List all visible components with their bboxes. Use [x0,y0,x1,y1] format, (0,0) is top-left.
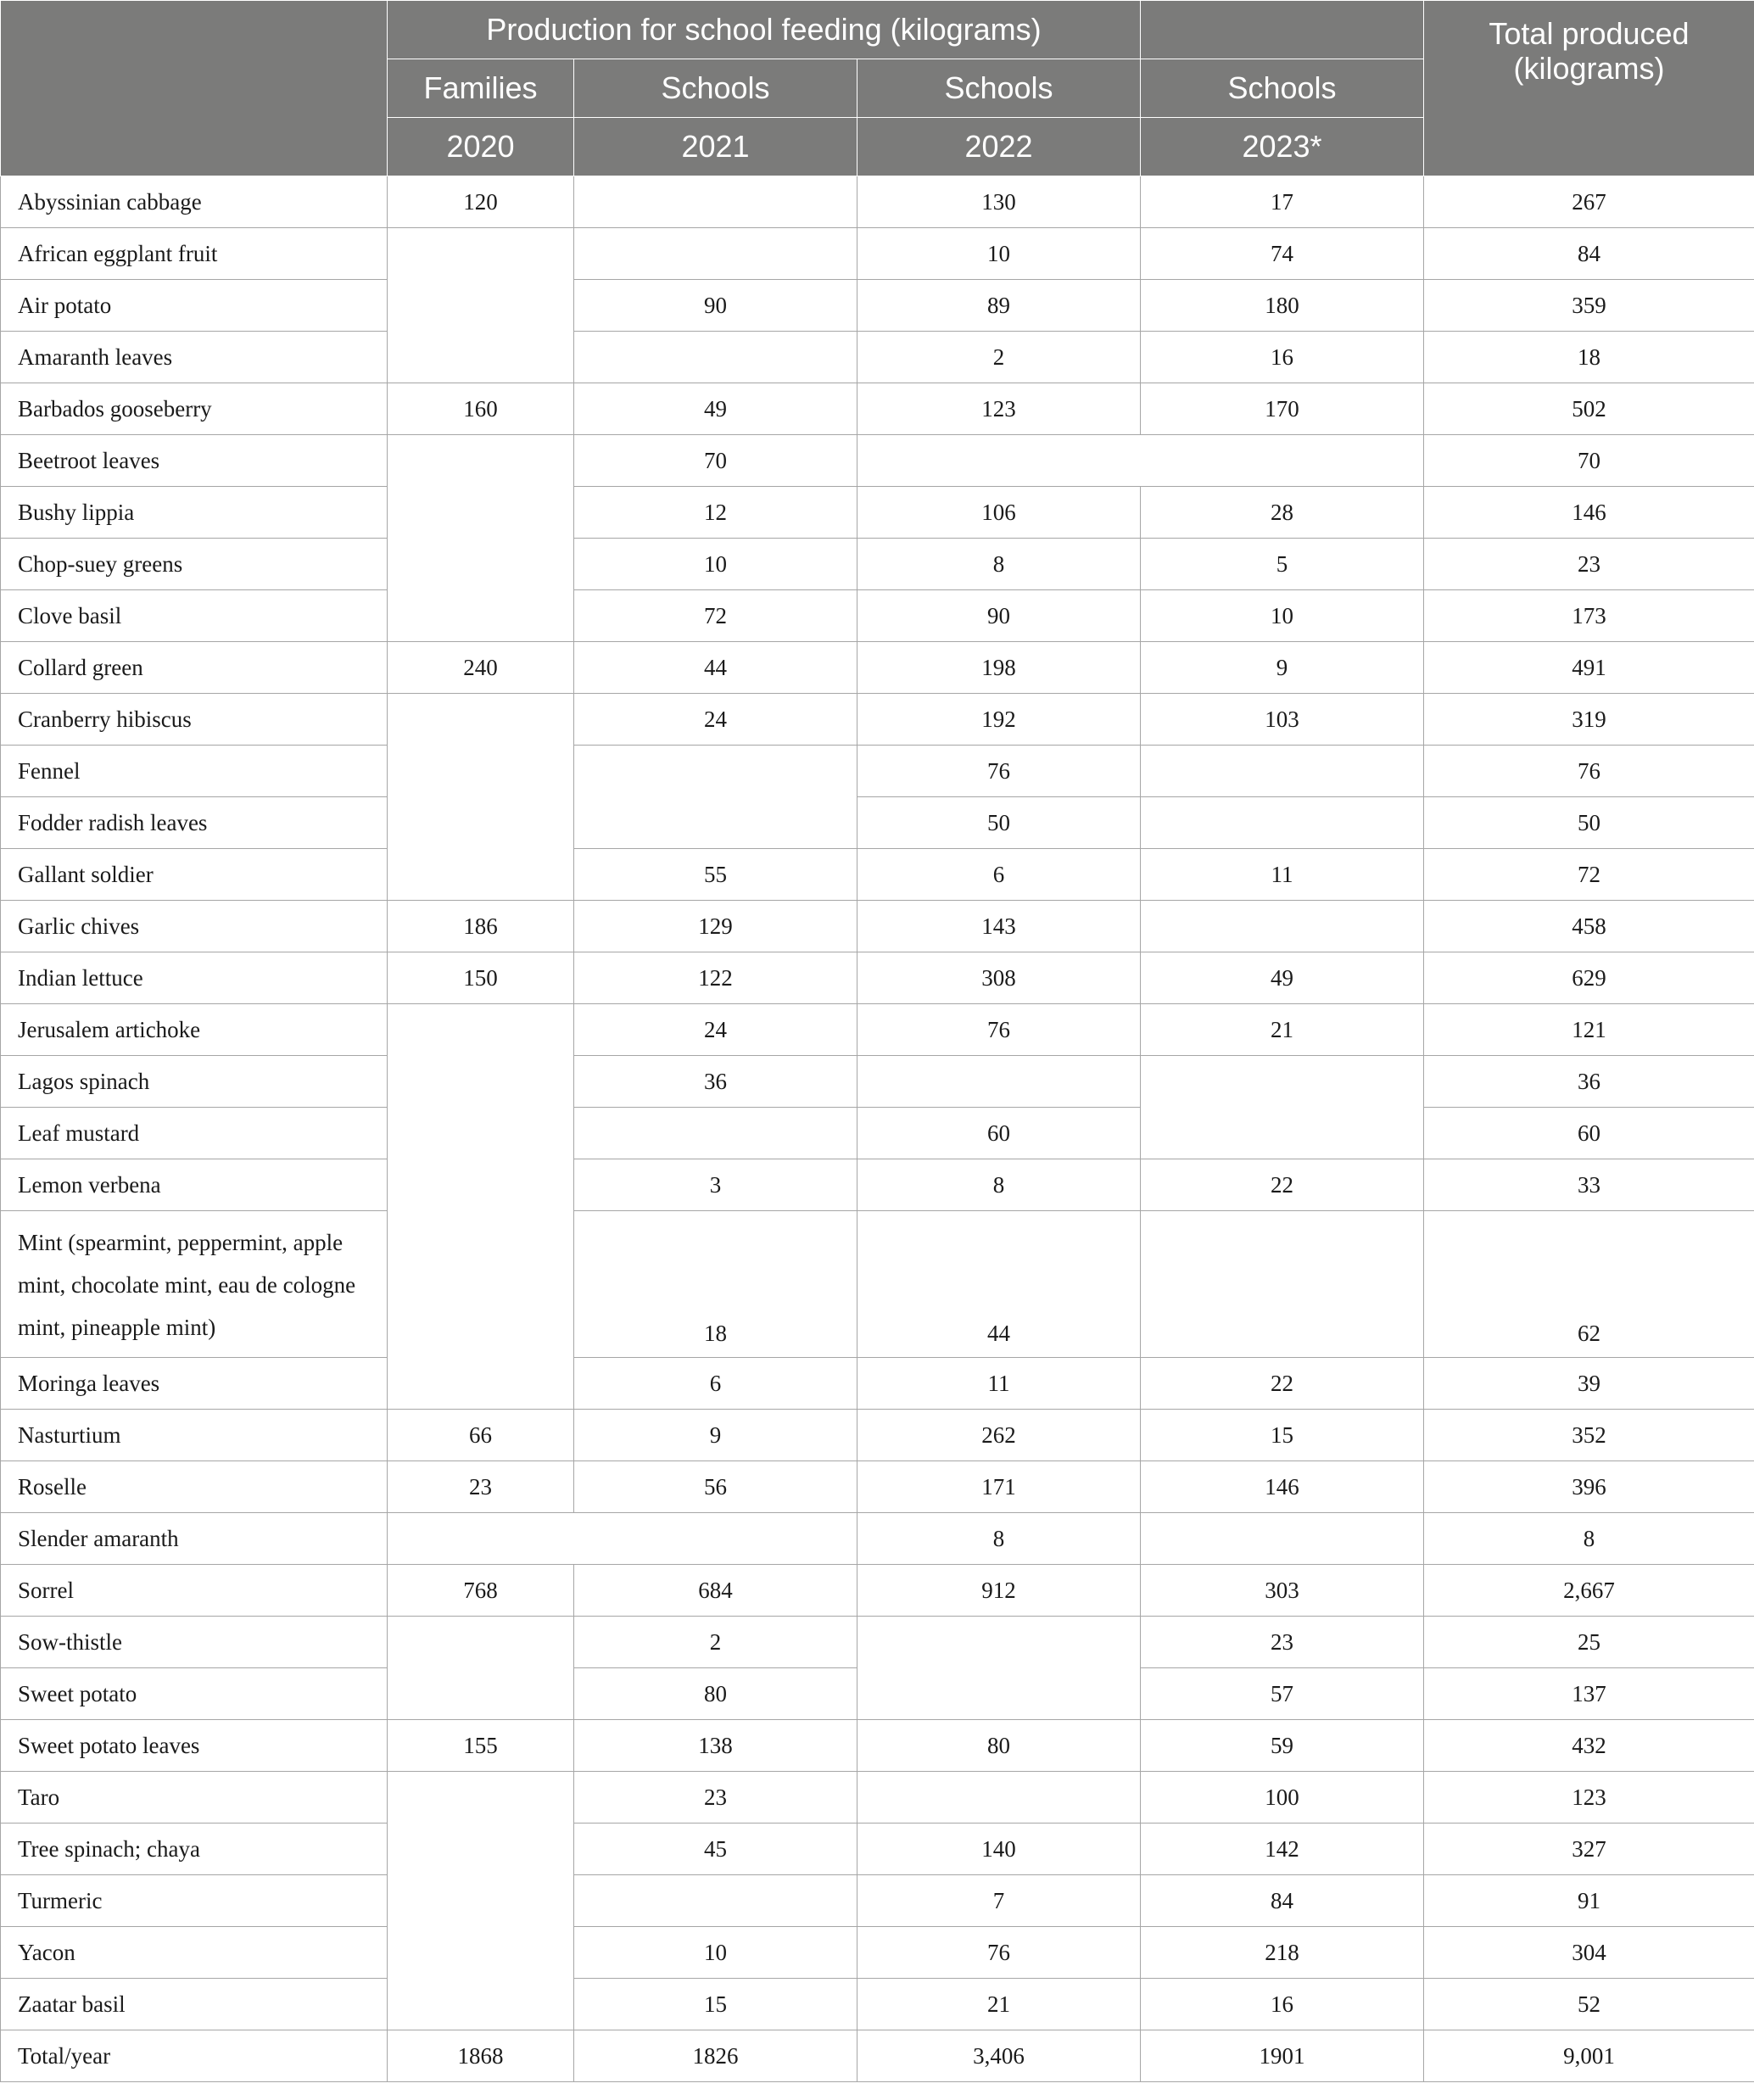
row-name: Tree spinach; chaya [1,1824,388,1875]
cell-2022 [857,1056,1141,1108]
row-name: Yacon [1,1927,388,1979]
cell-2021 [574,176,857,228]
cell-2021: 72 [574,590,857,642]
cell-total: 36 [1424,1056,1754,1108]
cell-2020: 240 [388,642,574,694]
header-year-2020: 2020 [388,118,574,176]
cell-2021: 2 [574,1617,857,1668]
table-row [1,952,1754,1004]
cell-2022: 76 [857,1004,1141,1056]
cell-2023: 84 [1141,1875,1424,1927]
cell-2020: 150 [388,952,574,1004]
table-row [1,1159,1754,1211]
cell-total: 8 [1424,1513,1754,1565]
cell-2022-2023-merged [857,435,1424,487]
cell-2021: 129 [574,901,857,952]
cell-2023: 218 [1141,1927,1424,1979]
cell-total: 629 [1424,952,1754,1004]
cell-total: 146 [1424,487,1754,539]
cell-2023: 49 [1141,952,1424,1004]
cell-total: 267 [1424,176,1754,228]
header-group-spacer [1141,1,1424,59]
header-year-2023: 2023* [1141,118,1424,176]
cell-2021: 1826 [574,2030,857,2082]
cell-2021: 6 [574,1358,857,1410]
cell-2021: 122 [574,952,857,1004]
cell-2022: 60 [857,1108,1141,1159]
cell-2023: 57 [1141,1668,1424,1720]
cell-2020-merged [388,1617,574,1720]
cell-2022: 106 [857,487,1141,539]
table-row [1,280,1754,332]
header-col-schools: Schools [574,59,857,118]
cell-total: 50 [1424,797,1754,849]
cell-total: 304 [1424,1927,1754,1979]
cell-2022: 90 [857,590,1141,642]
row-name: Total/year [1,2030,388,2082]
cell-2020: 1868 [388,2030,574,2082]
cell-total: 137 [1424,1668,1754,1720]
table-row [1,1461,1754,1513]
table-row [1,849,1754,901]
table-row [1,1824,1754,1875]
cell-total: 25 [1424,1617,1754,1668]
cell-2021: 12 [574,487,857,539]
row-name: Nasturtium [1,1410,388,1461]
cell-total: 121 [1424,1004,1754,1056]
cell-2021: 55 [574,849,857,901]
row-name: Taro [1,1772,388,1824]
cell-2021: 80 [574,1668,857,1720]
cell-2020-merged [388,1004,574,1410]
cell-2023: 180 [1141,280,1424,332]
cell-2023: 5 [1141,539,1424,590]
cell-2021 [574,1108,857,1159]
cell-total: 359 [1424,280,1754,332]
row-name: Indian lettuce [1,952,388,1004]
row-name: Sweet potato leaves [1,1720,388,1772]
table-row [1,1108,1754,1159]
cell-total: 9,001 [1424,2030,1754,2082]
cell-2022: 171 [857,1461,1141,1513]
cell-total: 458 [1424,901,1754,952]
cell-total: 23 [1424,539,1754,590]
cell-2022 [857,1772,1141,1824]
row-name: African eggplant fruit [1,228,388,280]
cell-2020-merged [388,228,574,383]
cell-total: 123 [1424,1772,1754,1824]
row-name: Lemon verbena [1,1159,388,1211]
cell-2023: 11 [1141,849,1424,901]
row-name: Gallant soldier [1,849,388,901]
row-name: Barbados gooseberry [1,383,388,435]
cell-2022: 6 [857,849,1141,901]
cell-total: 70 [1424,435,1754,487]
cell-2022: 21 [857,1979,1141,2030]
table-row [1,1358,1754,1410]
table-row [1,1056,1754,1108]
cell-2021: 684 [574,1565,857,1617]
cell-2023: 74 [1141,228,1424,280]
table-row [1,332,1754,383]
cell-2020-merged [388,694,574,901]
cell-2023 [1141,1513,1424,1565]
cell-2023: 22 [1141,1358,1424,1410]
cell-2021: 10 [574,539,857,590]
cell-2023: 142 [1141,1824,1424,1875]
cell-2022: 50 [857,797,1141,849]
row-name: Slender amaranth [1,1513,388,1565]
row-name: Fennel [1,746,388,797]
row-name: Lagos spinach [1,1056,388,1108]
table-header [1,1,1754,176]
table-row [1,1875,1754,1927]
cell-2021: 44 [574,642,857,694]
cell-2023: 59 [1141,1720,1424,1772]
cell-total: 33 [1424,1159,1754,1211]
cell-2022: 80 [857,1720,1141,1772]
row-name: Sweet potato [1,1668,388,1720]
header-col-schools: Schools [857,59,1141,118]
cell-2022: 192 [857,694,1141,746]
cell-2023: 16 [1141,1979,1424,2030]
row-name: Sow-thistle [1,1617,388,1668]
row-name: Air potato [1,280,388,332]
table-row [1,1772,1754,1824]
cell-2020-merged [388,1772,574,2030]
table-row [1,176,1754,228]
header-total-label: Total produced (kilograms) [1424,1,1754,176]
cell-total: 76 [1424,746,1754,797]
table-body [1,176,1754,2082]
cell-2021: 18 [574,1211,857,1358]
cell-2022: 76 [857,1927,1141,1979]
cell-2021: 56 [574,1461,857,1513]
row-name: Sorrel [1,1565,388,1617]
table-row [1,1513,1754,1565]
table-row [1,1410,1754,1461]
cell-2022: 8 [857,1159,1141,1211]
cell-2021: 138 [574,1720,857,1772]
cell-total: 60 [1424,1108,1754,1159]
row-name: Jerusalem artichoke [1,1004,388,1056]
row-name: Roselle [1,1461,388,1513]
cell-2022: 8 [857,539,1141,590]
cell-total: 491 [1424,642,1754,694]
cell-2023: 22 [1141,1159,1424,1211]
cell-2023 [1141,746,1424,797]
cell-total: 84 [1424,228,1754,280]
cell-2020: 66 [388,1410,574,1461]
header-year-2021: 2021 [574,118,857,176]
cell-2020: 768 [388,1565,574,1617]
cell-2023: 15 [1141,1410,1424,1461]
table-row [1,228,1754,280]
cell-total: 327 [1424,1824,1754,1875]
row-name: Moringa leaves [1,1358,388,1410]
cell-2023: 10 [1141,590,1424,642]
cell-2020-2021-merged [388,1513,857,1565]
cell-2023: 23 [1141,1617,1424,1668]
cell-2022: 198 [857,642,1141,694]
table-row [1,1004,1754,1056]
cell-total: 18 [1424,332,1754,383]
cell-2022: 308 [857,952,1141,1004]
cell-2020: 155 [388,1720,574,1772]
cell-2022: 912 [857,1565,1141,1617]
cell-2022: 7 [857,1875,1141,1927]
cell-2023: 146 [1141,1461,1424,1513]
row-name: Zaatar basil [1,1979,388,2030]
row-name: Abyssinian cabbage [1,176,388,228]
cell-2023 [1141,1211,1424,1358]
table-row [1,435,1754,487]
row-name: Garlic chives [1,901,388,952]
row-name: Collard green [1,642,388,694]
cell-2021 [574,228,857,280]
row-name: Chop-suey greens [1,539,388,590]
header-col-schools: Schools [1141,59,1424,118]
cell-2021 [574,332,857,383]
cell-2023: 1901 [1141,2030,1424,2082]
cell-2023: 17 [1141,176,1424,228]
table-row [1,1617,1754,1668]
cell-total: 502 [1424,383,1754,435]
cell-2021 [574,1875,857,1927]
cell-2023: 9 [1141,642,1424,694]
row-name: Mint (spearmint, peppermint, apple mint, chocolate mint, eau de cologne mint, pineapple mint) [1,1211,388,1358]
cell-2021: 9 [574,1410,857,1461]
cell-total: 396 [1424,1461,1754,1513]
table-row [1,746,1754,797]
cell-2022: 130 [857,176,1141,228]
cell-total: 352 [1424,1410,1754,1461]
cell-2021: 49 [574,383,857,435]
cell-2023: 21 [1141,1004,1424,1056]
cell-2022-merged [857,1617,1141,1720]
cell-2022: 44 [857,1211,1141,1358]
cell-2021: 23 [574,1772,857,1824]
cell-total: 2,667 [1424,1565,1754,1617]
cell-total: 319 [1424,694,1754,746]
row-name: Fodder radish leaves [1,797,388,849]
cell-2022: 76 [857,746,1141,797]
row-name: Amaranth leaves [1,332,388,383]
cell-2022: 140 [857,1824,1141,1875]
row-name: Bushy lippia [1,487,388,539]
cell-2022: 10 [857,228,1141,280]
row-name: Leaf mustard [1,1108,388,1159]
header-group-label: Production for school feeding (kilograms) [388,1,1141,59]
cell-2020: 23 [388,1461,574,1513]
cell-total: 432 [1424,1720,1754,1772]
cell-2021: 70 [574,435,857,487]
table-row [1,1565,1754,1617]
cell-2020: 160 [388,383,574,435]
header-col-families: Families [388,59,574,118]
header-year-2022: 2022 [857,118,1141,176]
cell-total: 173 [1424,590,1754,642]
cell-2022: 11 [857,1358,1141,1410]
table-row [1,642,1754,694]
row-name: Cranberry hibiscus [1,694,388,746]
cell-2022: 262 [857,1410,1141,1461]
table-row [1,797,1754,849]
cell-2022: 2 [857,332,1141,383]
cell-2023: 103 [1141,694,1424,746]
cell-2023 [1141,901,1424,952]
cell-2023: 28 [1141,487,1424,539]
row-name: Clove basil [1,590,388,642]
cell-2023: 303 [1141,1565,1424,1617]
row-name: Turmeric [1,1875,388,1927]
cell-total: 62 [1424,1211,1754,1358]
cell-2022: 123 [857,383,1141,435]
cell-2022: 8 [857,1513,1141,1565]
table-row [1,383,1754,435]
table-row [1,1927,1754,1979]
cell-2021: 36 [574,1056,857,1108]
cell-2022: 3,406 [857,2030,1141,2082]
cell-2021: 90 [574,280,857,332]
table-row [1,694,1754,746]
cell-2021-merged [574,746,857,849]
cell-2021: 24 [574,694,857,746]
cell-2023: 100 [1141,1772,1424,1824]
cell-2021: 45 [574,1824,857,1875]
cell-2021: 15 [574,1979,857,2030]
cell-2020: 120 [388,176,574,228]
cell-2021: 3 [574,1159,857,1211]
cell-2020-merged [388,435,574,642]
table-row [1,487,1754,539]
table-row [1,590,1754,642]
cell-2023: 16 [1141,332,1424,383]
cell-2021: 10 [574,1927,857,1979]
table-row [1,901,1754,952]
cell-total: 39 [1424,1358,1754,1410]
total-row [1,2030,1754,2082]
cell-2023 [1141,797,1424,849]
cell-total: 72 [1424,849,1754,901]
header-corner [1,1,388,176]
cell-2021: 24 [574,1004,857,1056]
table-row [1,1720,1754,1772]
row-name: Beetroot leaves [1,435,388,487]
cell-2020: 186 [388,901,574,952]
cell-2023: 170 [1141,383,1424,435]
cell-total: 91 [1424,1875,1754,1927]
cell-total: 52 [1424,1979,1754,2030]
table-row [1,539,1754,590]
table-row [1,1211,1754,1358]
table-row [1,1979,1754,2030]
cell-2022: 143 [857,901,1141,952]
cell-2023-merged [1141,1056,1424,1159]
cell-2022: 89 [857,280,1141,332]
